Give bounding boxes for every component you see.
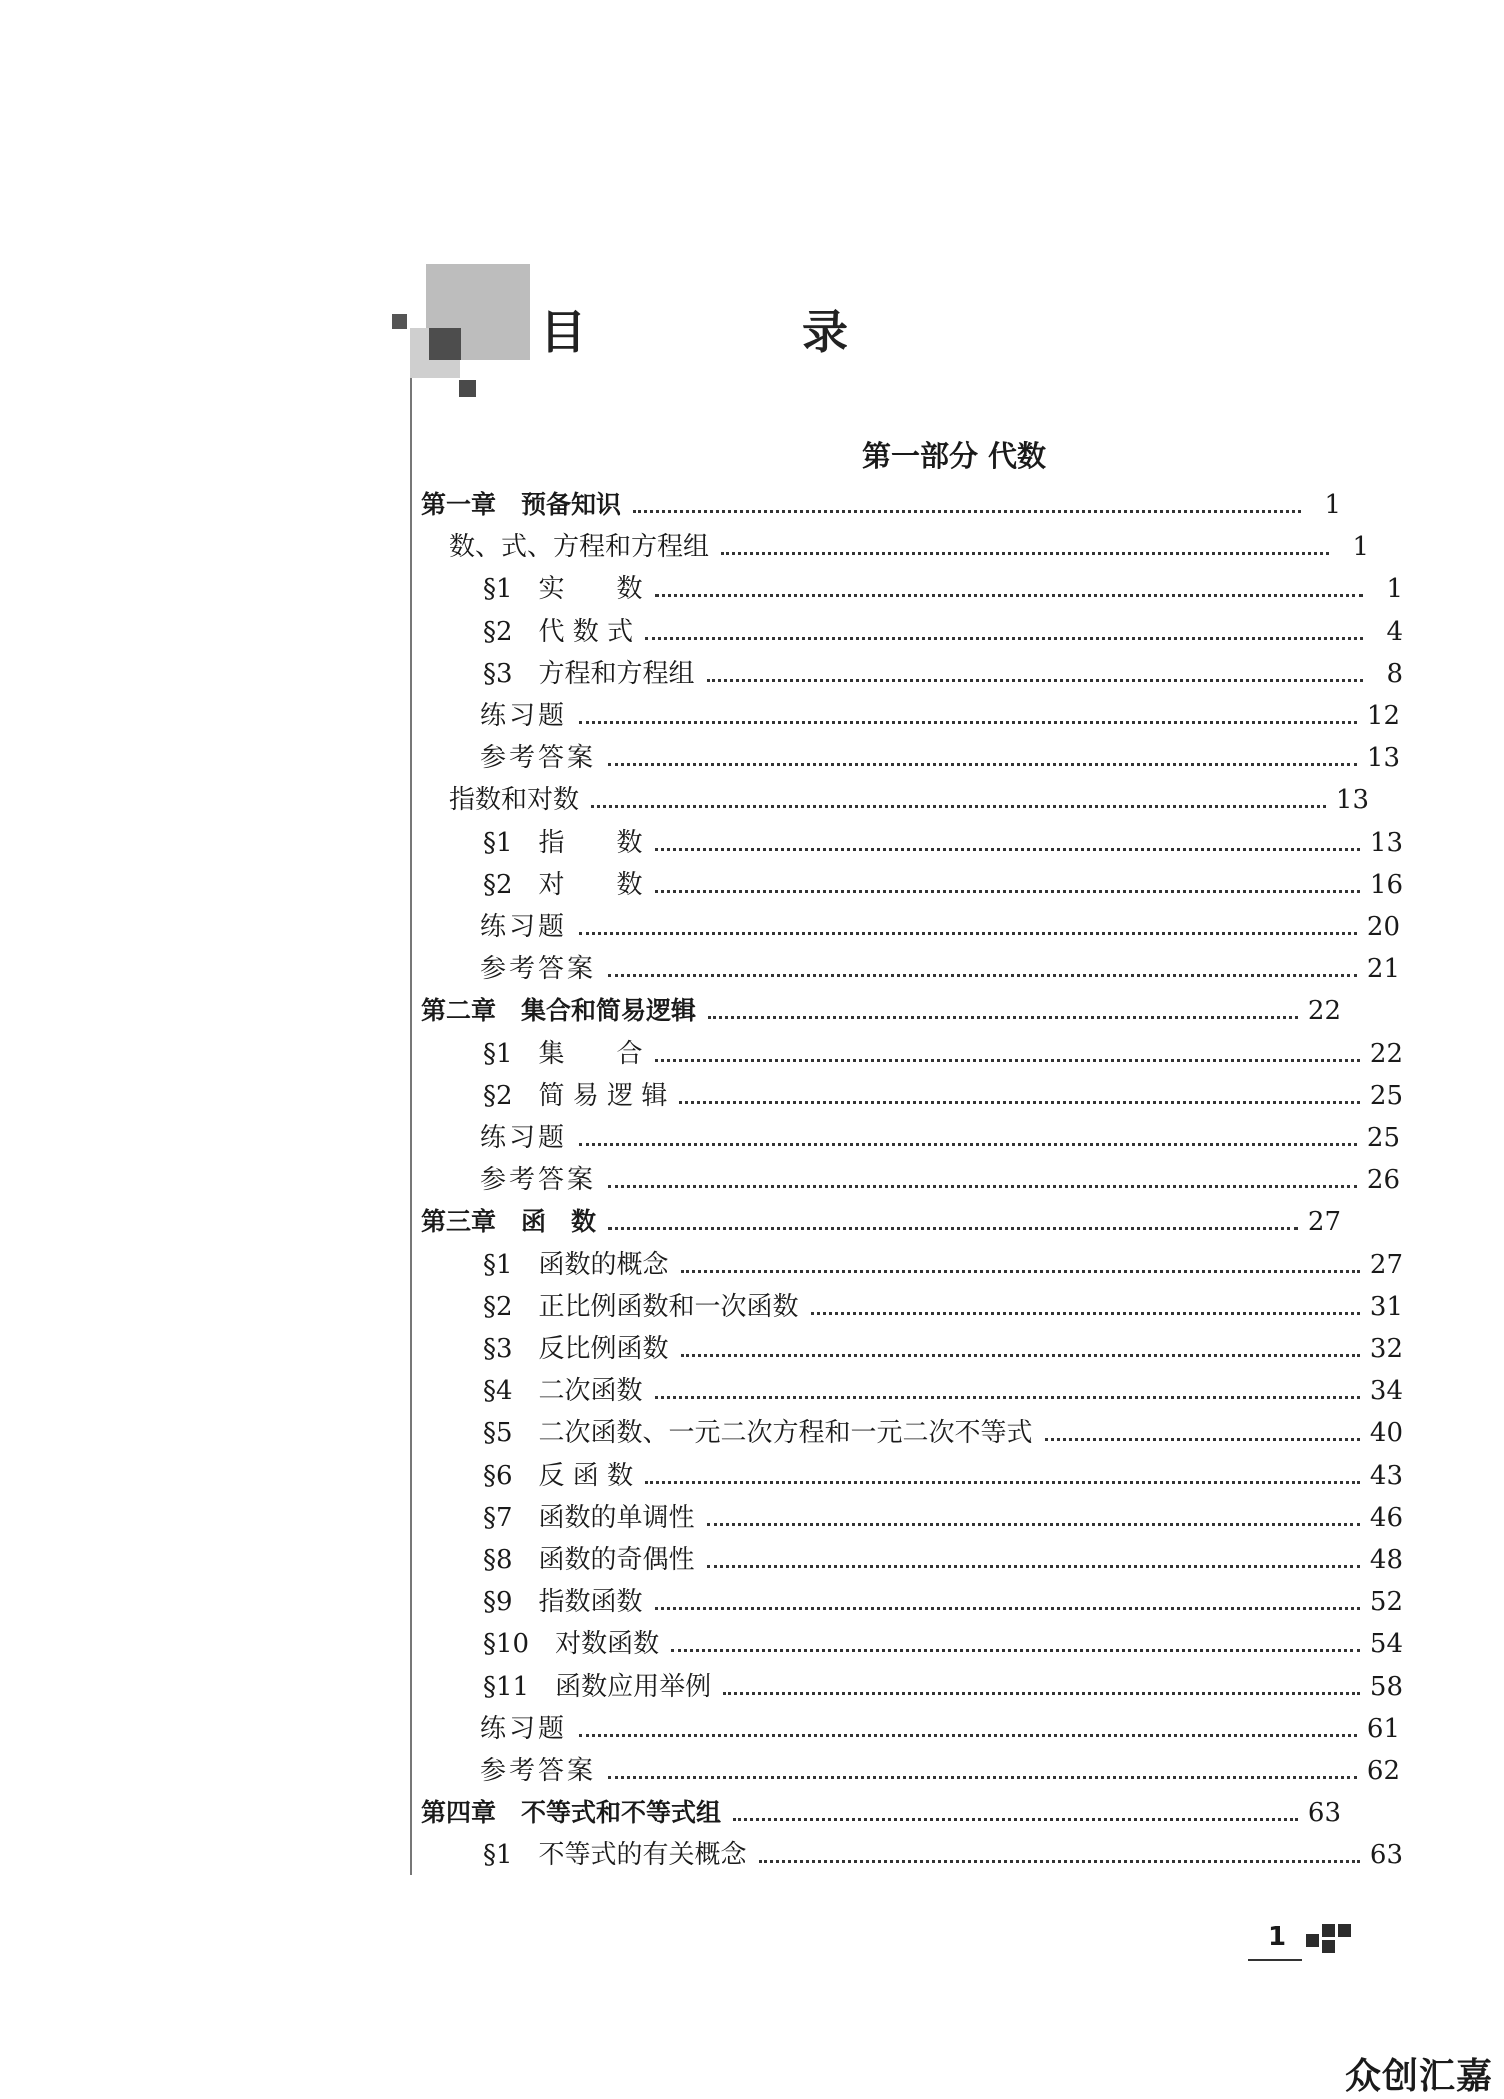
toc-entry-label: §3 方程和方程组: [483, 658, 695, 689]
toc-entry-page: 1: [1386, 574, 1403, 605]
toc-entry-label: 第二章 集合和简易逻辑: [421, 996, 697, 1026]
toc-entry[interactable]: [421, 944, 1400, 986]
toc-entry-page: 21: [1366, 954, 1400, 985]
page-decor-square: [1338, 1924, 1351, 1937]
toc-entry-label: 参考答案: [480, 1165, 597, 1196]
toc-entry[interactable]: [421, 902, 1400, 944]
toc-entry-label: 练习题: [480, 1713, 568, 1744]
left-margin-rule: [410, 378, 412, 1875]
toc-entry-page: 34: [1369, 1376, 1403, 1407]
toc-entry[interactable]: [421, 1240, 1403, 1282]
toc-entry-page: 63: [1369, 1840, 1403, 1871]
toc-entry-page: 52: [1369, 1587, 1403, 1618]
toc-entry[interactable]: [421, 1366, 1403, 1408]
watermark: 众创汇嘉: [1345, 2056, 1494, 2097]
toc-leader-dots: [579, 931, 1357, 935]
toc-entry[interactable]: [421, 1746, 1400, 1788]
toc-entry[interactable]: [421, 1451, 1403, 1493]
toc-leader-dots: [733, 1817, 1298, 1821]
toc-entry-label: §4 二次函数: [483, 1376, 643, 1407]
toc-entry[interactable]: [421, 480, 1341, 522]
toc-entry[interactable]: [421, 1071, 1403, 1113]
toc-entry-label: 参考答案: [480, 954, 597, 985]
toc-leader-dots: [608, 973, 1357, 977]
page-decor-square: [1322, 1924, 1335, 1937]
toc-entry[interactable]: [421, 1197, 1341, 1239]
toc-entry-page: 26: [1366, 1165, 1400, 1196]
toc-entry-label: §5 二次函数、一元二次方程和一元二次不等式: [483, 1418, 1033, 1449]
toc-leader-dots: [655, 593, 1363, 597]
toc-entry-label: §1 指 数: [483, 827, 643, 858]
toc-entry[interactable]: [421, 522, 1369, 564]
toc-leader-dots: [579, 720, 1357, 724]
toc-leader-dots: [655, 1395, 1360, 1399]
toc-entry-label: §10 对数函数: [483, 1629, 660, 1660]
toc-leader-dots: [679, 1100, 1360, 1104]
toc-entry-label: §1 集 合: [483, 1038, 643, 1069]
toc-entry-page: 22: [1307, 996, 1341, 1027]
toc-entry-page: 54: [1369, 1629, 1403, 1660]
toc-entry-page: 63: [1307, 1798, 1341, 1829]
toc-entry-page: 61: [1366, 1713, 1400, 1744]
toc-leader-dots: [608, 1184, 1357, 1188]
toc-entry[interactable]: [421, 986, 1341, 1028]
toc-leader-dots: [579, 1733, 1357, 1737]
toc-entry[interactable]: [421, 1577, 1403, 1619]
toc-entry[interactable]: [421, 1704, 1400, 1746]
toc-entry-page: 46: [1369, 1502, 1403, 1533]
toc-entry-page: 12: [1366, 701, 1400, 731]
toc-entry-label: §1 函数的概念: [483, 1249, 669, 1280]
toc-entry-label: 数、式、方程和方程组: [449, 532, 710, 563]
toc-entry-label: 第四章 不等式和不等式组: [421, 1798, 722, 1828]
toc-entry-label: 练习题: [480, 701, 568, 731]
toc-entry-page: 43: [1369, 1460, 1403, 1491]
toc-leader-dots: [708, 1015, 1298, 1019]
toc-entry-label: §2 简 易 逻 辑: [483, 1080, 668, 1111]
toc-entry-label: §2 代 数 式: [483, 616, 634, 647]
toc-entry-page: 4: [1386, 616, 1403, 647]
toc-leader-dots: [655, 1058, 1360, 1062]
toc-leader-dots: [681, 1269, 1360, 1273]
toc-leader-dots: [633, 509, 1301, 513]
toc-entry-page: 25: [1369, 1080, 1403, 1111]
toc-entry[interactable]: [421, 691, 1400, 733]
toc-leader-dots: [671, 1648, 1360, 1652]
toc-entry[interactable]: [421, 1830, 1403, 1872]
toc-leader-dots: [707, 1564, 1360, 1568]
toc-leader-dots: [723, 1691, 1360, 1695]
toc-entry-page: 13: [1369, 827, 1403, 858]
toc-entry-label: §11 函数应用举例: [483, 1671, 712, 1702]
toc-entry-page: 58: [1369, 1671, 1403, 1702]
toc-entry-label: 参考答案: [480, 743, 597, 774]
toc-entry-label: 第三章 函 数: [421, 1207, 597, 1237]
toc-entry-page: 1: [1352, 532, 1369, 563]
toc-entry[interactable]: [421, 564, 1403, 606]
toc-leader-dots: [707, 678, 1363, 682]
toc-entry-label: §7 函数的单调性: [483, 1502, 695, 1533]
toc-entry[interactable]: [421, 1493, 1403, 1535]
toc-entry[interactable]: [421, 1535, 1403, 1577]
toc-leader-dots: [608, 1775, 1357, 1779]
toc-entry[interactable]: [421, 649, 1403, 691]
toc-leader-dots: [707, 1522, 1360, 1526]
toc-leader-dots: [759, 1859, 1360, 1863]
toc-entry-label: 练习题: [480, 1123, 568, 1153]
toc-entry-label: §1 实 数: [483, 574, 643, 605]
toc-entry[interactable]: [421, 1619, 1403, 1661]
toc-entry-page: 27: [1307, 1207, 1341, 1238]
page-number-underline: [1248, 1959, 1302, 1961]
toc-leader-dots: [591, 804, 1326, 808]
toc-entry[interactable]: [421, 607, 1403, 649]
toc-entry-page: 27: [1369, 1249, 1403, 1280]
toc-entry[interactable]: [421, 775, 1369, 817]
page-decor-square: [1322, 1940, 1335, 1953]
toc-entry-label: §3 反比例函数: [483, 1334, 669, 1364]
toc-entry-label: §2 正比例函数和一次函数: [483, 1291, 799, 1322]
toc-entry[interactable]: [421, 1408, 1403, 1450]
toc-entry-label: §6 反 函 数: [483, 1460, 634, 1491]
toc-entry-page: 13: [1366, 743, 1400, 774]
toc-entry[interactable]: [421, 1324, 1403, 1366]
toc-entry-label: 第一章 预备知识: [421, 490, 622, 519]
toc-entry-label: 指数和对数: [449, 785, 580, 816]
toc-entry-page: 1: [1324, 490, 1341, 520]
toc-entry-page: 8: [1386, 658, 1403, 689]
toc-leader-dots: [579, 1142, 1357, 1146]
toc-leader-dots: [608, 1226, 1298, 1230]
toc-entry[interactable]: [421, 818, 1403, 860]
toc-entry-page: 31: [1369, 1291, 1403, 1322]
toc-leader-dots: [721, 551, 1329, 555]
toc-entry-page: 16: [1369, 869, 1403, 900]
toc-entry[interactable]: [421, 1662, 1403, 1704]
toc-leader-dots: [608, 762, 1357, 766]
toc-entry-label: 参考答案: [480, 1756, 597, 1786]
toc-entry-label: 练习题: [480, 912, 568, 942]
toc-entry-page: 25: [1366, 1123, 1400, 1153]
toc-entry-label: §1 不等式的有关概念: [483, 1840, 747, 1871]
page-number: 1: [1268, 1922, 1287, 1952]
toc-leader-dots: [655, 889, 1360, 893]
part-title: 第一部分 代数: [861, 439, 1047, 473]
toc-entry-label: §2 对 数: [483, 869, 643, 900]
page-title: 目 录: [540, 305, 949, 359]
toc-entry[interactable]: [421, 733, 1400, 775]
toc-leader-dots: [811, 1311, 1360, 1315]
toc-entry[interactable]: [421, 1029, 1403, 1071]
toc-entry-page: 32: [1369, 1334, 1403, 1364]
toc-entry-page: 40: [1369, 1418, 1403, 1449]
toc-entry[interactable]: [421, 1788, 1341, 1830]
page-decor-square: [1306, 1934, 1319, 1947]
toc-entry-label: §9 指数函数: [483, 1587, 643, 1618]
toc-leader-dots: [645, 636, 1363, 640]
toc-leader-dots: [645, 1480, 1360, 1484]
toc-entry-page: 22: [1369, 1038, 1403, 1069]
toc-entry-page: 48: [1369, 1545, 1403, 1575]
toc-entry[interactable]: [421, 1113, 1400, 1155]
toc-leader-dots: [681, 1353, 1360, 1357]
toc-entry-page: 13: [1335, 785, 1369, 816]
toc-entry-label: §8 函数的奇偶性: [483, 1545, 695, 1575]
toc-leader-dots: [655, 1606, 1360, 1610]
toc-entry[interactable]: [421, 860, 1403, 902]
header-decor-small-square-bottom: [459, 380, 476, 397]
toc-entry-page: 20: [1366, 912, 1400, 942]
toc-entry-page: 62: [1366, 1756, 1400, 1786]
header-decor-dark-square: [429, 328, 461, 360]
toc-leader-dots: [1045, 1437, 1360, 1441]
toc-leader-dots: [655, 847, 1360, 851]
header-decor-small-square-left: [392, 314, 407, 329]
toc-entry[interactable]: [421, 1155, 1400, 1197]
toc-entry[interactable]: [421, 1282, 1403, 1324]
